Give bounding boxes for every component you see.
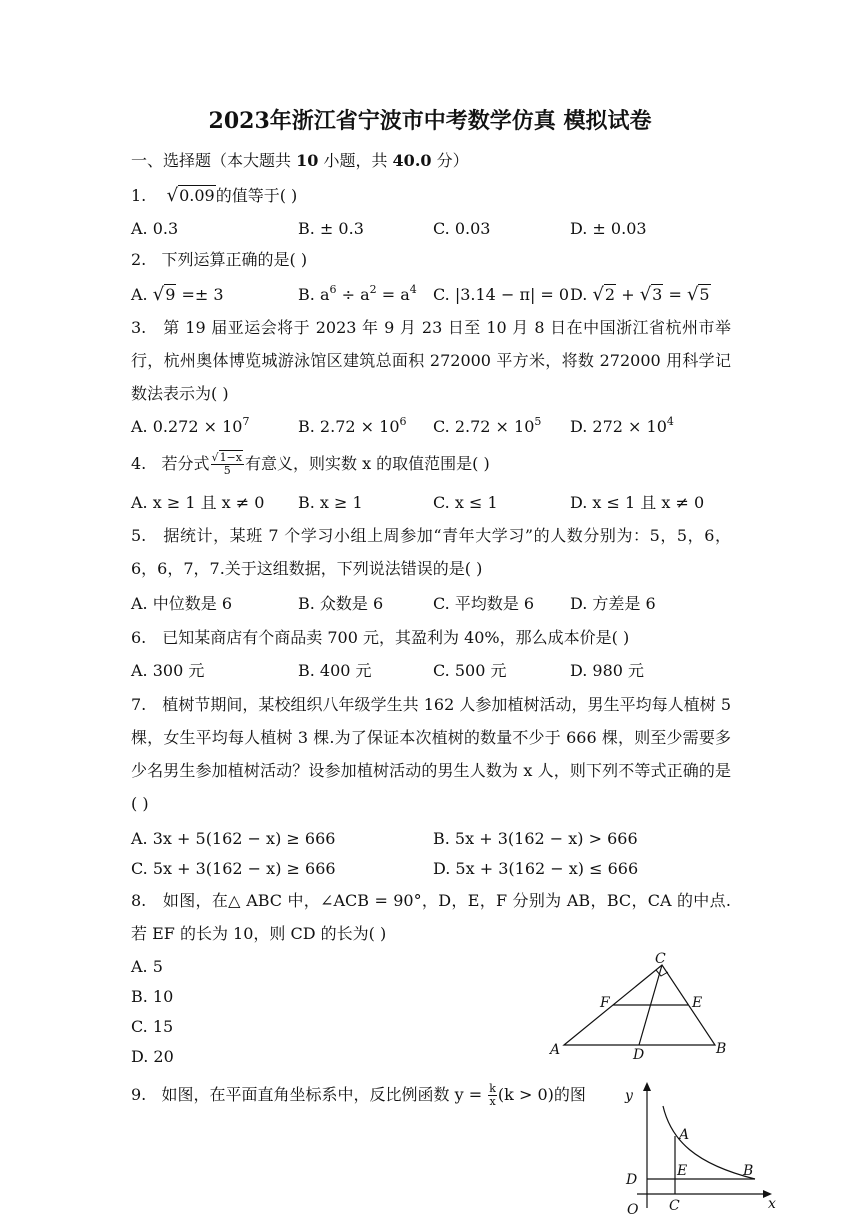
q6-option-d: D. 980 元	[570, 661, 645, 680]
radical-sign-icon: √	[592, 284, 604, 305]
q3-option-b	[298, 415, 407, 439]
q3-option-c	[433, 415, 541, 439]
q8-option-d: D. 20	[131, 1047, 174, 1066]
triangle-figure	[540, 950, 740, 1065]
section-suffix: 分）	[431, 151, 469, 170]
q3-option-d	[570, 415, 674, 439]
question-4-stem	[131, 452, 490, 477]
section-prefix: 一、选择题（本大题共	[131, 151, 297, 170]
option-text: A. 0.272 × 10	[131, 417, 243, 436]
q4-option-d: D. x ≤ 1 且 x ≠ 0	[570, 493, 705, 512]
question-count: 10	[296, 151, 319, 170]
radicand: 9	[165, 285, 176, 304]
q2-option-c: C. |3.14 − π| = 0	[433, 285, 570, 304]
q1-option-d: D. ± 0.03	[570, 219, 647, 238]
q6-option-b: B. 400 元	[298, 661, 372, 680]
total-score: 40.0	[392, 151, 432, 170]
stem-text: 如图，在平面直角坐标系中，反比例函数 y =	[161, 1085, 488, 1104]
q8-option-a: A. 5	[131, 957, 163, 976]
q8-option-b: B. 10	[131, 987, 174, 1006]
fraction-numerator: k	[489, 1082, 496, 1095]
base-a: a	[319, 285, 330, 304]
question-number: 2.	[131, 250, 147, 269]
label-y: y	[625, 1088, 633, 1104]
q3-option-a	[131, 415, 249, 439]
exponent: 2	[369, 283, 377, 296]
radical-sign-icon: √	[152, 284, 165, 305]
radicand: 5	[699, 285, 710, 304]
label-c: C	[655, 951, 666, 967]
option-text: =± 3	[176, 285, 224, 304]
q4-option-b: B. x ≥ 1	[298, 493, 363, 512]
label-b: B	[716, 1041, 727, 1057]
exam-title: 2023年浙江省宁波市中考数学仿真 模拟试卷	[208, 108, 652, 134]
q2-option-a: A. √9 =± 3	[131, 284, 224, 305]
exponent: 6	[329, 283, 337, 296]
q8-option-c: C. 15	[131, 1017, 174, 1036]
exponent: 6	[399, 415, 407, 428]
label-a: A	[550, 1042, 561, 1058]
fraction-denominator: 5	[223, 464, 231, 477]
label-b: B	[743, 1163, 754, 1179]
fraction	[488, 1083, 497, 1108]
q5-option-d: D. 方差是 6	[570, 594, 656, 613]
question-1-stem	[131, 184, 297, 208]
q7-option-a: A. 3x + 5(162 − x) ≥ 666	[131, 829, 336, 848]
question-8-stem: 8. 如图，在△ ABC 中，∠ACB = 90°，D，E，F 分别为 AB，BC，CA 的中点.若 EF 的长为 10，则 CD 的长为( )	[131, 891, 731, 943]
radicand: 3	[652, 285, 663, 304]
q6-option-c: C. 500 元	[433, 661, 507, 680]
exponent: 7	[242, 415, 250, 428]
section-heading	[131, 149, 469, 173]
label-d: D	[626, 1172, 638, 1188]
q7-option-d: D. 5x + 3(162 − x) ≤ 666	[433, 859, 639, 878]
q1-option-b: B. ± 0.3	[298, 219, 364, 238]
stem-text: (k > 0)的图	[497, 1085, 586, 1104]
q5-option-b: B. 众数是 6	[298, 594, 384, 613]
operator-text: =	[663, 285, 687, 304]
question-number: 4.	[131, 454, 147, 473]
option-text: B. 2.72 × 10	[298, 417, 400, 436]
question-number: 9.	[131, 1085, 147, 1104]
radical-sign-icon: √	[686, 284, 699, 305]
q6-option-a: A. 300 元	[131, 661, 205, 680]
q5-option-c: C. 平均数是 6	[433, 594, 535, 613]
label-e: E	[692, 995, 703, 1011]
q2-option-d	[570, 283, 711, 307]
radicand: 0.09	[179, 186, 215, 205]
q2-option-b	[298, 283, 417, 307]
exponent: 5	[534, 415, 542, 428]
option-label: D.	[570, 285, 588, 304]
label-c: C	[669, 1198, 680, 1214]
question-9-stem	[131, 1083, 586, 1108]
radicand: 1−x	[219, 451, 242, 464]
option-text: C. 2.72 × 10	[433, 417, 535, 436]
coordinate-figure	[615, 1078, 785, 1214]
question-2-stem	[131, 248, 307, 272]
label-f: F	[600, 995, 610, 1011]
question-6-stem: 6. 已知某商店有个商品卖 700 元，其盈利为 40%，那么成本价是( )	[131, 628, 630, 647]
q7-option-c: C. 5x + 3(162 − x) ≥ 666	[131, 859, 336, 878]
radical-sign-icon: √	[639, 284, 652, 305]
option-text: D. 272 × 10	[570, 417, 667, 436]
label-o: O	[627, 1202, 639, 1214]
option-label: B.	[298, 285, 315, 304]
q4-option-c: C. x ≤ 1	[433, 493, 498, 512]
fraction-denominator: x	[489, 1095, 496, 1108]
radical-sign-icon: √	[211, 451, 219, 464]
exponent: 4	[409, 283, 417, 296]
q1-option-c: C. 0.03	[433, 219, 491, 238]
label-d: D	[633, 1047, 645, 1063]
exponent: 4	[666, 415, 674, 428]
q1-option-a: A. 0.3	[131, 219, 179, 238]
stem-text: 下列运算正确的是( )	[161, 250, 308, 269]
question-number: 1.	[131, 186, 147, 205]
label-x: x	[768, 1196, 776, 1212]
y-axis-arrow-icon	[643, 1082, 651, 1091]
label-a: A	[679, 1127, 690, 1143]
stem-text: 若分式	[161, 454, 210, 473]
question-3-stem: 3. 第 19 届亚运会将于 2023 年 9 月 23 日至 10 月 8 日在中国浙江省杭州市举行，杭州奥体博览城游泳馆区建筑总面积 272000 平方米，将数 272000 用科学记数法表示为( )	[131, 318, 731, 403]
label-e: E	[677, 1163, 688, 1179]
operator-text: ÷ a	[336, 285, 370, 304]
question-5-stem: 5. 据统计，某班 7 个学习小组上周参加“青年大学习”的人数分别为：5，5，6，6，6，7，7.关于这组数据，下列说法错误的是( )	[131, 526, 731, 578]
radical-sign-icon: √	[166, 185, 179, 206]
stem-text: 的值等于( )	[215, 186, 298, 205]
question-7-stem: 7. 植树节期间，某校组织八年级学生共 162 人参加植树活动，男生平均每人植树 5 棵，女生平均每人植树 3 棵.为了保证本次植树的数量不少于 666 棵，则至少需要多少名男生参加植树活动？设参加植树活动的男生人数为 x 人，则下列不等式正确的是( )	[131, 695, 731, 813]
operator-text: +	[616, 285, 640, 304]
radicand: 2	[604, 285, 616, 304]
q7-option-b: B. 5x + 3(162 − x) > 666	[433, 829, 638, 848]
stem-text: 有意义，则实数 x 的取值范围是( )	[244, 454, 490, 473]
operator-text: = a	[376, 285, 410, 304]
q5-option-a: A. 中位数是 6	[131, 594, 232, 613]
fraction	[211, 452, 244, 477]
q4-option-a: A. x ≥ 1 且 x ≠ 0	[131, 493, 265, 512]
section-mid: 小题，共	[318, 151, 393, 170]
